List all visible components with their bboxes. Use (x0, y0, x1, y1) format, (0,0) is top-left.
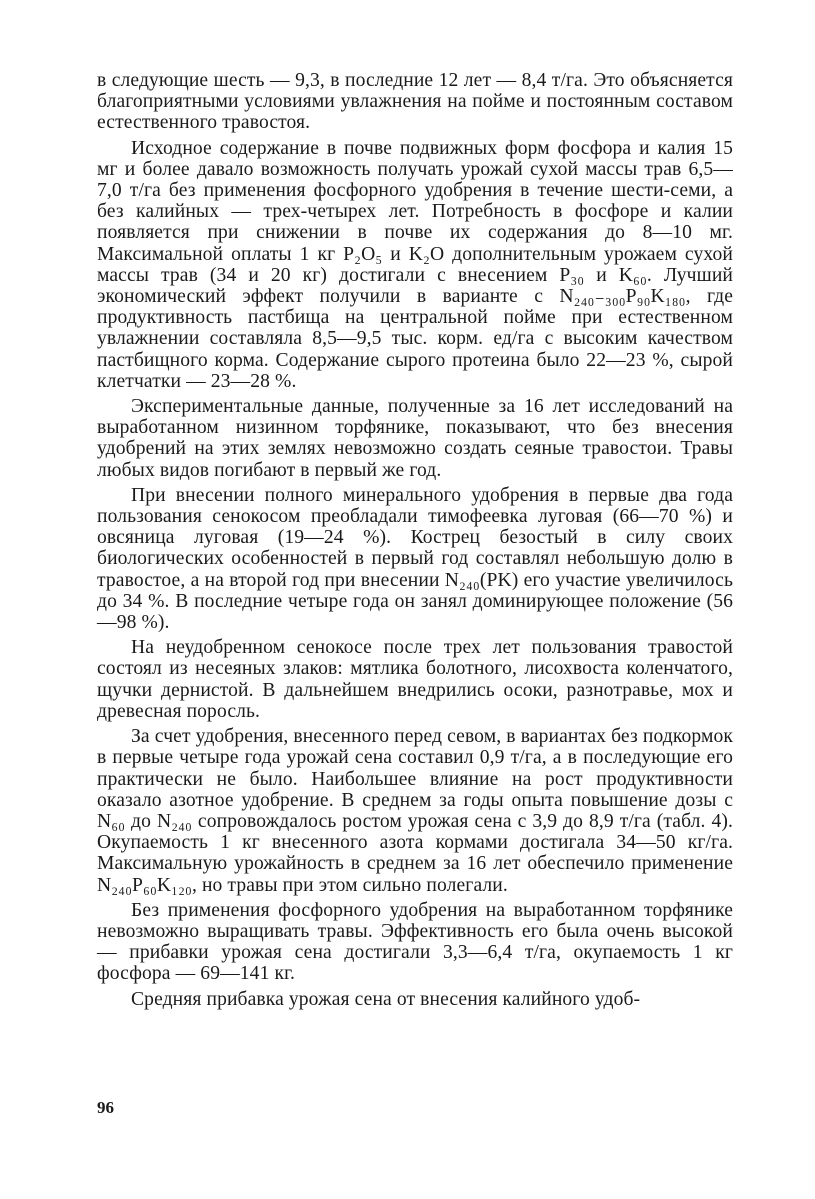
paragraph-5: На неудобренном сенокосе после трех лет пользования травостой состоял из несеяных злаков: мятлика болотного, лисохвоста коленчатого, щучки дернистой. В дальнейшем внедрились осоки, разнотравье, мох и древесная поросль. (97, 637, 733, 722)
paragraph-4: При внесении полного минерального удобрения в первые два года пользования сенокосом преобладали тимофеевка луговая (66—70 %) и овсяница луговая (19—24 %). Кострец безостый в силу своих биологических особенностей в первый год составлял небольшую долю в травостое, а на второй год при внесении N₂₄₀(PK) его участие увеличилось до 34 %. В последние четыре года он занял доминирующее положение (56—98 %). (97, 484, 733, 634)
paragraph-3: Экспериментальные данные, полученные за 16 лет исследований на выработанном низинном торфянике, показывают, что без внесения удобрений на этих землях невозможно создать сеяные травостои. Травы любых видов погибают в первый же год. (97, 396, 733, 481)
paragraph-6: За счет удобрения, внесенного перед севом, в вариантах без подкормок в первые четыре года урожай сена составил 0,9 т/га, а в последующие его практически не было. Наибольшее влияние на рост продуктивности оказало азотное удобрение. В среднем за годы опыта повышение дозы с N₆₀ до N₂₄₀ сопровождалось ростом урожая сена с 3,9 до 8,9 т/га (табл. 4). Окупаемость 1 кг внесенного азота кормами достигала 34—50 кг/га. Максимальную урожайность в среднем за 16 лет обеспечило применение N₂₄₀P₆₀K₁₂₀, но травы при этом сильно полегали. (97, 726, 733, 896)
paragraph-7: Без применения фосфорного удобрения на выработанном торфянике невозможно выращивать травы. Эффективность его была очень высокой — прибавки урожая сена достигали 3,3—6,4 т/га, окупаемость 1 кг фосфора — 69—141 кг. (97, 899, 733, 985)
page-body (97, 70, 733, 1014)
paragraph-8: Средняя прибавка урожая сена от внесения калийного удоб- (131, 988, 641, 1010)
paragraph-2: Исходное содержание в почве подвижных форм фосфора и калия 15 мг и более давало возможность получать урожай сухой массы трав 6,5—7,0 т/га без применения фосфорного удобрения в течение шести-семи, а без калийных — трех-четырех лет. Потребность в фосфоре и калии появляется при снижении в почве их содержания до 8—10 мг. Максимальной оплаты 1 кг P₂O₅ и K₂O дополнительным урожаем сухой массы трав (34 и 20 кг) достигали с внесением P₃₀ и K₆₀. Лучший экономический эффект получили в варианте с N₂₄₀₋₃₀₀P₉₀K₁₈₀, где продуктивность пастбища на центральной пойме при естественном увлажнении составляла 8,5—9,5 тыс. корм. ед/га с высоким качеством пастбищного корма. Содержание сырого протеина было 22—23 %, сырой клетчатки — 23—28 %. (97, 137, 733, 392)
paragraph-1: в следующие шесть — 9,3, в последние 12 лет — 8,4 т/га. Это объясняется благоприятными условиями увлажнения на пойме и постоянным составом естественного травостоя. (97, 70, 733, 134)
page-number: 96 (97, 1098, 114, 1117)
